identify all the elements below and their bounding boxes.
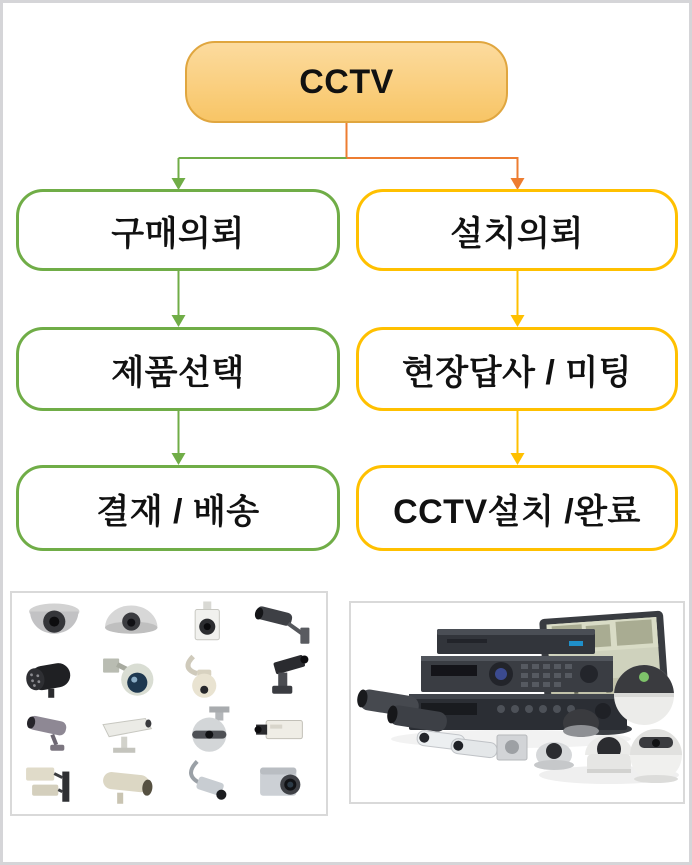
flow-node-product-selection: [16, 327, 340, 411]
cylinder-housing-camera-icon: [95, 759, 168, 808]
arrow-head-icon: [172, 315, 186, 327]
flow-node-site-survey-meeting: [356, 327, 678, 411]
flow-node-install-request: [356, 189, 678, 271]
mini-ptz-camera-icon: [171, 652, 244, 701]
flow-node-label: CCTV: [299, 62, 394, 101]
flow-node-label: 제품선택: [111, 353, 245, 392]
flow-node-payment-delivery: [16, 465, 340, 551]
flow-node-cctv: [185, 41, 508, 123]
flow-node-install-complete: [356, 465, 678, 551]
housing-camera-icon: [95, 706, 168, 755]
wall-bullet-camera-icon: [248, 599, 321, 648]
camera-grid: [18, 599, 320, 808]
flow-node-label: CCTV설치 /완료: [393, 492, 641, 531]
zoom-box-camera-icon: [248, 759, 321, 808]
flow-node-label: 현장답사 / 미팅: [402, 353, 632, 392]
flow-node-purchase-request: [16, 189, 340, 271]
bullet-camera-icon: [18, 706, 91, 755]
arrow-head-icon: [172, 453, 186, 465]
camera-grid-photo: [10, 591, 328, 816]
flow-node-label: 설치의뢰: [450, 214, 584, 253]
vandal-dome-camera-icon: [95, 599, 168, 648]
dome-camera-icon: [18, 599, 91, 648]
box-bullet-camera-icon: [171, 599, 244, 648]
cctv-system-scene: [351, 603, 683, 802]
flow-node-label: 구매의뢰: [111, 214, 245, 253]
ptz-dome-camera-icon: [171, 706, 244, 755]
hanging-camera-icon: [171, 759, 244, 808]
ir-illuminator-icon: [18, 652, 91, 701]
arrow-head-icon: [511, 315, 525, 327]
arm-mount-camera-icon: [248, 652, 321, 701]
cctv-system-photo: [349, 601, 685, 804]
bracket-dome-camera-icon: [95, 652, 168, 701]
box-camera-icon: [248, 706, 321, 755]
arrow-head-icon: [511, 453, 525, 465]
pole-mount-camera-icon: [18, 759, 91, 808]
flow-node-label: 결재 / 배송: [96, 492, 260, 531]
